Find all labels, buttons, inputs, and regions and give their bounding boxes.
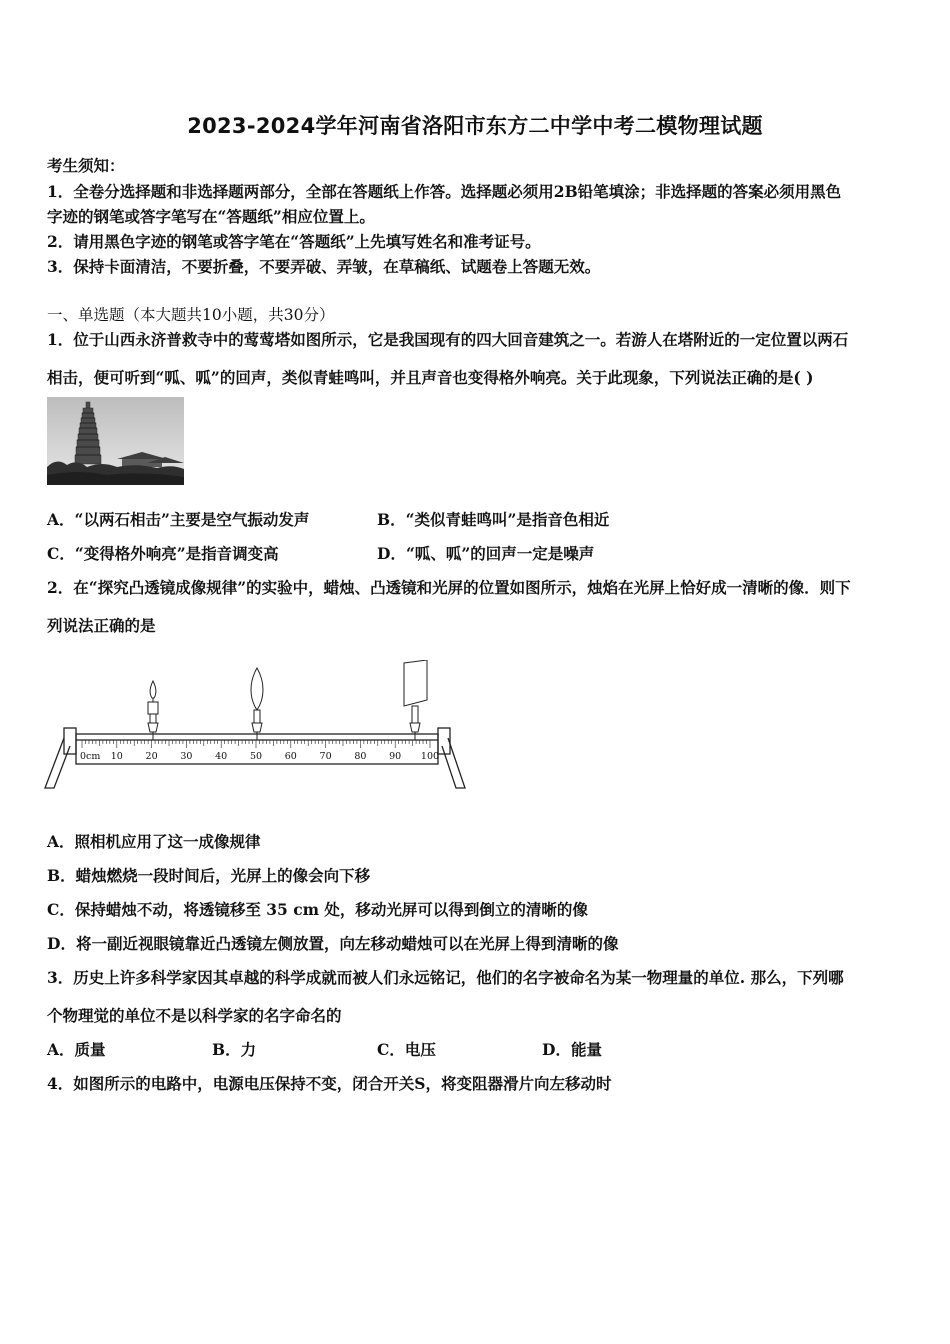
notice-item: 字迹的钢笔或答字笔写在“答题纸”相应位置上。 (47, 207, 375, 226)
q3-option-b: B．力 (212, 1040, 257, 1059)
ruler-label: 20 (145, 751, 158, 762)
q2-option-b: B．蜡烛燃烧一段时间后，光屏上的像会向下移 (47, 866, 371, 885)
q2-option-a: A．照相机应用了这一成像规律 (47, 832, 261, 851)
optical-bench-diagram (40, 660, 475, 795)
ruler-label: 40 (215, 751, 228, 762)
notice-heading: 考生须知： (47, 156, 125, 175)
q3-option-a: A．质量 (47, 1040, 106, 1059)
ruler-label: 30 (180, 751, 193, 762)
notice-item: 2．请用黑色字迹的钢笔或答字笔在“答题纸”上先填写姓名和准考证号。 (47, 232, 541, 251)
q3-option-c: C．电压 (377, 1040, 436, 1059)
ruler-label: 60 (284, 751, 297, 762)
ruler-label: 50 (249, 751, 263, 762)
page-title: 2023-2024学年河南省洛阳市东方二中学中考二模物理试题 (187, 114, 763, 138)
q4-stem-line1: 4．如图所示的电路中，电源电压保持不变，闭合开关S，将变阻器滑片向左移动时 (47, 1074, 612, 1093)
q1-option-a: A．“以两石相击”主要是空气振动发声 (47, 510, 310, 529)
q3-option-d: D．能量 (542, 1040, 602, 1059)
convex-lens (251, 668, 263, 740)
ruler-label: 80 (354, 751, 367, 762)
candle (148, 681, 158, 740)
ruler-label: 0cm (80, 751, 101, 762)
q2-stem-line2: 列说法正确的是 (47, 616, 156, 635)
q1-stem-line2: 相击，便可听到“呱、呱”的回声，类似青蛙鸣叫，并且声音也变得格外响亮。关于此现象，下列说法正确的是( ) (47, 368, 814, 387)
q1-stem-line1: 1．位于山西永济普救寺中的莺莺塔如图所示，它是我国现有的四大回音建筑之一。若游人在塔附近的一定位置以两石 (47, 330, 849, 349)
q1-option-c: C．“变得格外响亮”是指音调变高 (47, 544, 279, 563)
q1-option-b: B．“类似青蛙鸣叫”是指音色相近 (377, 510, 610, 529)
q3-stem-line2: 个物理觉的单位不是以科学家的名字命名的 (47, 1006, 342, 1025)
pagoda-photo (47, 397, 184, 485)
ruler-label: 100 (420, 751, 440, 762)
ruler-label: 10 (110, 751, 123, 762)
q2-stem-line1: 2．在“探究凸透镜成像规律”的实验中，蜡烛、凸透镜和光屏的位置如图所示，烛焰在光屏上恰好成一清晰的像．则下 (47, 578, 851, 597)
ruler-label: 90 (389, 751, 402, 762)
q1-option-d: D．“呱、呱”的回声一定是噪声 (377, 544, 595, 563)
q3-stem-line1: 3．历史上许多科学家因其卓越的科学成就而被人们永远铭记，他们的名字被命名为某一物理量的单位. 那么，下列哪 (47, 968, 844, 987)
section-heading: 一、单选题（本大题共10小题，共30分） (47, 306, 335, 324)
light-screen (404, 660, 427, 740)
notice-item: 3．保持卡面清洁，不要折叠，不要弄破、弄皱，在草稿纸、试题卷上答题无效。 (47, 257, 601, 276)
notice-item: 1．全卷分选择题和非选择题两部分，全部在答题纸上作答。选择题必须用2B铅笔填涂；非选择题的答案必须用黑色 (47, 182, 842, 201)
ruler-label: 70 (319, 751, 332, 762)
q2-option-d: D．将一副近视眼镜靠近凸透镜左侧放置，向左移动蜡烛可以在光屏上得到清晰的像 (47, 934, 619, 953)
q2-option-c: C．保持蜡烛不动，将透镜移至 35 cm 处，移动光屏可以得到倒立的清晰的像 (47, 900, 588, 919)
